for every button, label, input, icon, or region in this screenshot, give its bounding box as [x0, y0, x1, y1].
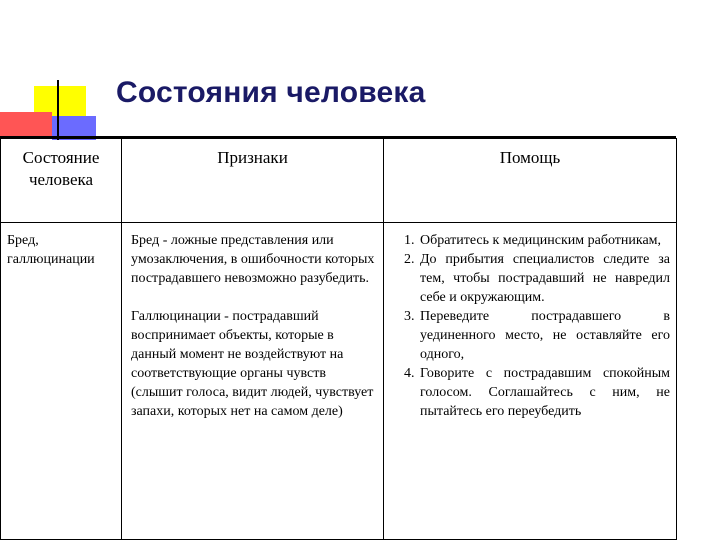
signs-hallucination: Галлюцинации - пострадавший воспринимает объекты, которые в данный момент не воздействуют на соответствующие органы чувств (слышит голоса, видит людей, чувствует запахи, которых нет на самом деле) — [131, 309, 374, 419]
condition-text: Бред, галлюцинации — [7, 233, 95, 267]
cell-help — [384, 223, 677, 540]
conditions-table — [0, 138, 677, 540]
header-condition: Состояние человека — [1, 139, 122, 223]
header-signs: Признаки — [122, 139, 384, 223]
help-item: 4. Говорите с пострадавшим спокойным голосом. Соглашайтесь с ним, не пытайтесь его переубедить — [418, 364, 670, 421]
help-item: 1. Обратитесь к медицинским работникам, — [418, 231, 670, 250]
decor-vertical-line — [57, 80, 59, 140]
table-header-row — [1, 139, 677, 223]
decor-red-bar — [0, 112, 52, 136]
help-list — [390, 231, 670, 421]
help-item: 2. До прибытия специалистов следите за тем, чтобы пострадавший не навредил себе и окружающим. — [418, 250, 670, 307]
help-item: 3. Переведите пострадавшего в уединенного место, не оставляйте его одного, — [418, 307, 670, 364]
signs-delusion: Бред - ложные представления или умозаключения, в ошибочности которых пострадавшего невозможно разубедить. — [131, 233, 375, 286]
cell-signs — [122, 223, 384, 540]
slide-title: Состояния человека — [116, 76, 426, 109]
table-row — [1, 223, 677, 540]
header-help: Помощь — [384, 139, 677, 223]
cell-condition — [1, 223, 122, 540]
